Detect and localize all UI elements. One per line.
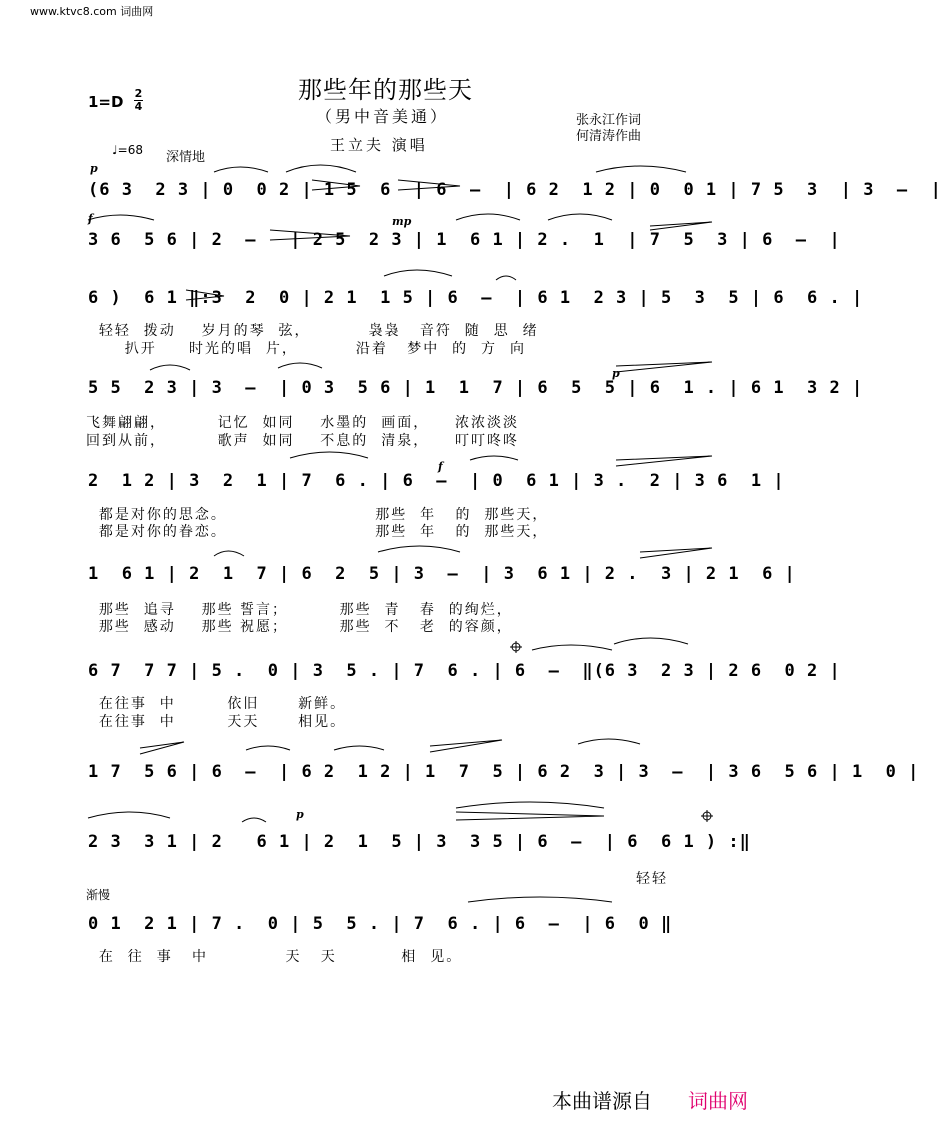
lyrics-verse1-d: 那些 追寻 那些 誓言； 那些 青 春 的绚烂， bbox=[86, 602, 513, 618]
slur-7 bbox=[384, 270, 452, 276]
slur-15 bbox=[614, 638, 688, 644]
decrescendo-4 bbox=[640, 548, 712, 558]
crescendo-2 bbox=[398, 180, 460, 190]
lyrics-verse1-b: 飞舞翩翩， 记忆 如同 水墨的 画面， 浓浓淡淡 bbox=[86, 415, 520, 431]
crescendo-3 bbox=[270, 230, 350, 240]
slur-11 bbox=[290, 452, 368, 458]
crescendo-1 bbox=[312, 180, 360, 190]
slur-13 bbox=[214, 551, 244, 556]
notes-line-5: 2 1 2 | 3 2 1 | 7 6 . | 6 – | 0 6 1 | 3 . 2 | 3 6 1 | bbox=[88, 471, 785, 491]
lyrics-verse2-e: 在往事 中 天天 相见。 bbox=[86, 714, 347, 730]
singer-credit: 王立夫 演唱 bbox=[330, 136, 428, 154]
dynamic-p-intro: p bbox=[90, 162, 98, 175]
slur-3 bbox=[596, 166, 686, 172]
dynamic-mp-line2: mp bbox=[392, 215, 412, 228]
tempo-marking: ♩=68 bbox=[112, 143, 143, 157]
slur-18 bbox=[334, 746, 384, 750]
slur-10 bbox=[278, 363, 322, 368]
slur-19 bbox=[578, 739, 640, 744]
notes-line-9: 2 3 3 1 | 2 6 1 | 2 1 5 | 3 3 5 | 6 – | 6 6 1 ) :‖ bbox=[88, 832, 751, 852]
slur-21 bbox=[242, 818, 266, 822]
tempo-slowing-marking: 渐慢 bbox=[86, 888, 111, 902]
notes-line-10: 0 1 2 1 | 7 . 0 | 5 5 . | 7 6 . | 6 – | 6 0 ‖ bbox=[88, 914, 673, 934]
lyrics-verse1-c: 都是对你的思念。 那些 年 的 那些天， bbox=[86, 507, 549, 523]
notes-line-6: 1 6 1 | 2 1 7 | 6 2 5 | 3 – | 3 6 1 | 2 . 3 | 2 1 6 | bbox=[88, 564, 796, 584]
song-subtitle: （男中音美通） bbox=[316, 107, 450, 126]
dynamic-f-line5: f bbox=[438, 460, 443, 473]
lyrics-pickup: 轻轻 bbox=[636, 871, 668, 887]
slur-2 bbox=[286, 165, 356, 172]
composer-credit: 何清涛作曲 bbox=[576, 129, 642, 144]
crescendo-4 bbox=[456, 812, 604, 820]
notes-line-8: 1 7 5 6 | 6 – | 6 2 1 2 | 1 7 5 | 6 2 3 | 3 – | 3 6 5 6 | 1 0 | bbox=[88, 762, 920, 782]
slur-23 bbox=[468, 897, 612, 902]
decrescendo-6 bbox=[430, 740, 502, 752]
lyrics-verse2-c: 都是对你的眷恋。 那些 年 的 那些天， bbox=[86, 524, 549, 540]
lyrics-final: 在 往 事 中 天 天 相 见。 bbox=[86, 949, 463, 965]
time-signature-bottom: 4 bbox=[134, 100, 143, 113]
footer-source-label: 本曲谱源自 bbox=[552, 1089, 652, 1113]
notes-line-2: 3 6 5 6 | 2 – | 2 5 2 3 | 1 6 1 | 2 . 1 | 7 5 3 | 6 – | bbox=[88, 230, 841, 250]
decrescendo-1 bbox=[650, 222, 712, 230]
decrescendo-2 bbox=[616, 362, 712, 372]
slur-14 bbox=[378, 546, 460, 552]
slur-22 bbox=[456, 802, 604, 808]
time-signature-top: 2 bbox=[134, 87, 143, 100]
notes-line-7: 6 7 7 7 | 5 . 0 | 3 5 . | 7 6 . | 6 – ‖(6 3 2 3 | 2 6 0 2 | bbox=[88, 661, 841, 681]
lyrics-verse2-a: 扒开 时光的唱 片， 沿着 梦中 的 方 向 bbox=[86, 341, 526, 357]
key-signature: 1=D bbox=[88, 93, 124, 111]
slur-8 bbox=[496, 276, 516, 280]
dynamic-f-line2: f bbox=[88, 212, 93, 225]
lyricist-credit: 张永江作词 bbox=[576, 113, 642, 128]
slur-20 bbox=[88, 812, 170, 818]
watermark: www.ktvc8.com 词曲网 bbox=[30, 5, 154, 18]
lyrics-verse2-b: 回到从前， 歌声 如同 不息的 清泉， 叮叮咚咚 bbox=[86, 433, 520, 449]
slur-12 bbox=[470, 456, 518, 460]
slur-5 bbox=[456, 214, 520, 220]
lyrics-verse1-e: 在往事 中 依旧 新鲜。 bbox=[86, 696, 347, 712]
lyrics-verse2-d: 那些 感动 那些 祝愿； 那些 不 老 的容颜， bbox=[86, 619, 513, 635]
slur-6 bbox=[548, 214, 612, 220]
notes-line-1: (6 3 2 3 | 0 0 2 | 1 5 6 | 6 – | 6 2 1 2 | 0 0 1 | 7 5 3 | 3 – | bbox=[88, 180, 942, 200]
dynamic-p-line9: p bbox=[296, 808, 304, 821]
slur-16 bbox=[532, 645, 612, 650]
dynamic-p-line4: p bbox=[612, 367, 620, 380]
slur-1 bbox=[214, 167, 268, 172]
notes-line-4: 5 5 2 3 | 3 – | 0 3 5 6 | 1 1 7 | 6 5 5 | 6 1 . | 6 1 3 2 | bbox=[88, 378, 864, 398]
slur-4 bbox=[88, 215, 154, 220]
lyrics-verse1-a: 轻轻 拨动 岁月的琴 弦， 袅袅 音符 随 思 绪 bbox=[86, 323, 539, 339]
notes-line-3: 6 ) 6 1 ‖:3 2 0 | 2 1 1 5 | 6 – | 6 1 2 3 | 5 3 5 | 6 6 . | bbox=[88, 288, 864, 308]
decrescendo-3 bbox=[616, 456, 712, 466]
slur-17 bbox=[246, 746, 290, 750]
footer-site-link[interactable]: 词曲网 bbox=[688, 1089, 748, 1113]
accent-1 bbox=[186, 290, 224, 300]
song-title: 那些年的那些天 bbox=[298, 76, 473, 104]
expression-marking: 深情地 bbox=[166, 150, 206, 165]
decrescendo-5 bbox=[140, 742, 184, 754]
slur-9 bbox=[150, 365, 190, 370]
